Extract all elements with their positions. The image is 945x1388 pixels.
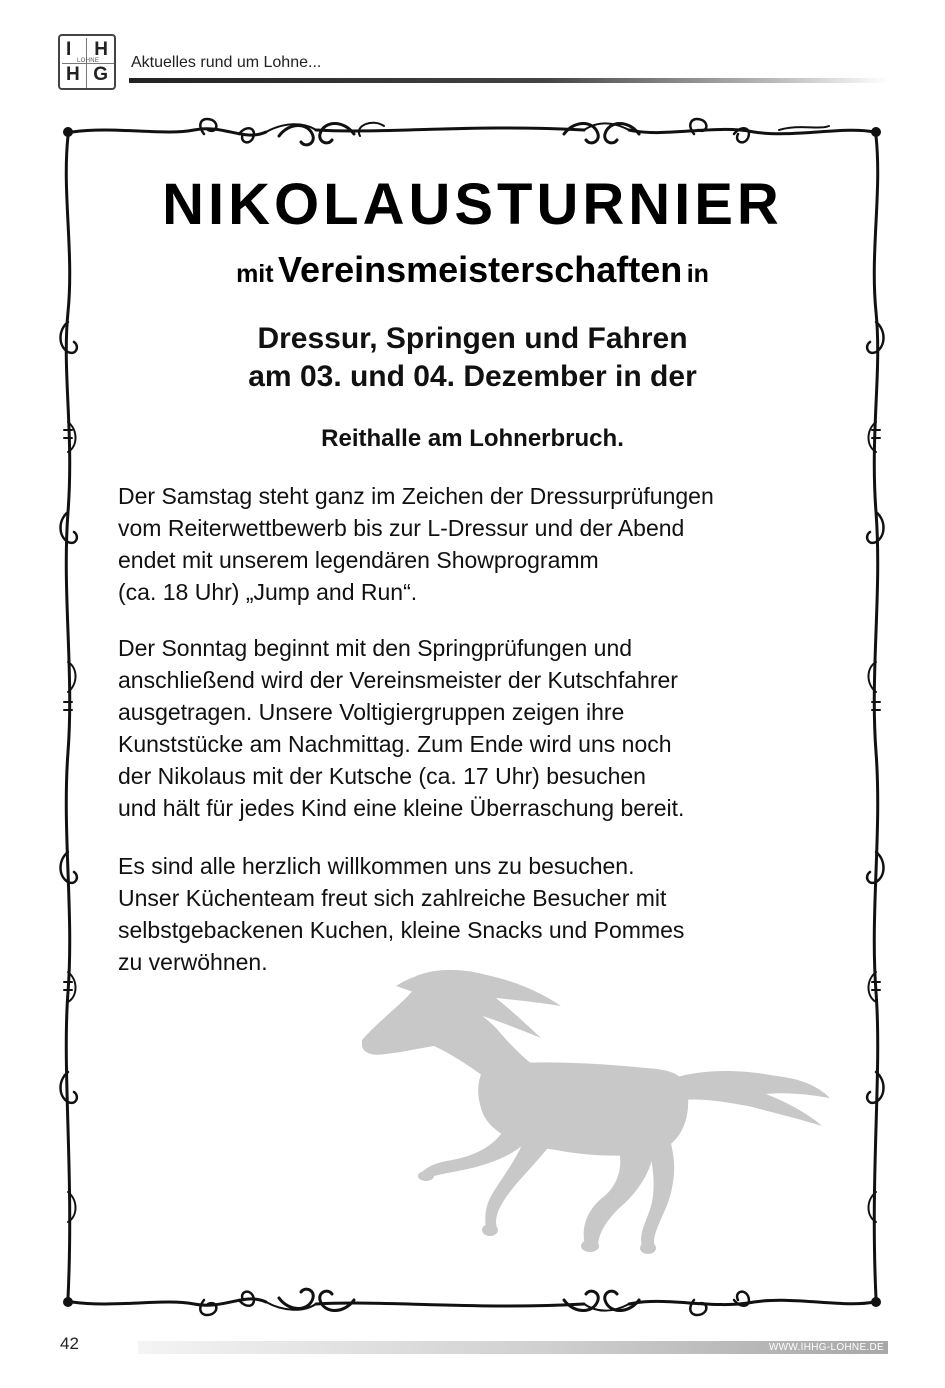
galloping-horse-icon	[356, 966, 834, 1266]
subtitle-prefix: mit	[236, 260, 274, 288]
paragraph-line: Es sind alle herzlich willkommen uns zu besuchen.	[118, 853, 635, 879]
event-location: Reithalle am Lohnerbruch.	[321, 425, 624, 452]
paragraph-line: und hält für jedes Kind eine kleine Überraschung bereit.	[118, 795, 685, 821]
paragraph-line: endet mit unserem legendären Showprogramm	[118, 547, 599, 573]
logo-small-text: LOHNE	[77, 58, 100, 64]
paragraph-line: Kunststücke am Nachmittag. Zum Ende wird uns noch	[118, 731, 672, 757]
paragraph-sunday	[118, 632, 830, 824]
paragraph-line: Der Samstag steht ganz im Zeichen der Dressurprüfungen	[118, 483, 714, 509]
article-subtitle	[110, 249, 835, 290]
header-rule	[129, 78, 889, 83]
paragraph-line: anschließend wird der Vereinsmeister der Kutschfahrer	[118, 667, 678, 693]
event-date: am 03. und 04. Dezember in der	[248, 360, 697, 393]
page-header	[58, 34, 888, 94]
paragraph-line: der Nikolaus mit der Kutsche (ca. 17 Uhr) besuchen	[118, 763, 646, 789]
logo-letter: G	[93, 64, 108, 85]
website-url[interactable]: WWW.IHHG-LOHNE.DE	[768, 1342, 884, 1353]
paragraph-line: vom Reiterwettbewerb bis zur L-Dressur und der Abend	[118, 515, 685, 541]
paragraph-invitation	[118, 850, 830, 978]
logo-letter: H	[94, 39, 108, 60]
paragraph-line: Unser Küchenteam freut sich zahlreiche Besucher mit	[118, 885, 667, 911]
event-disciplines: Dressur, Springen und Fahren	[257, 322, 688, 355]
logo-letter: H	[66, 64, 80, 85]
paragraph-saturday	[118, 480, 830, 608]
paragraph-line: ausgetragen. Unsere Voltigiergruppen zeigen ihre	[118, 699, 625, 725]
page-number: 42	[60, 1334, 79, 1353]
logo-letter: I	[66, 39, 72, 60]
paragraph-line: selbstgebackenen Kuchen, kleine Snacks und Pommes	[118, 917, 685, 943]
subtitle-suffix: in	[686, 260, 709, 288]
paragraph-line: Der Sonntag beginnt mit den Springprüfungen und	[118, 635, 633, 661]
ihhg-logo	[58, 34, 116, 90]
paragraph-line: zu verwöhnen.	[118, 949, 268, 975]
footer-bar	[138, 1341, 888, 1354]
event-details	[110, 320, 835, 396]
article-title: NIKOLAUSTURNIER	[162, 172, 783, 237]
section-title: Aktuelles rund um Lohne...	[131, 54, 322, 71]
paragraph-line: (ca. 18 Uhr) „Jump and Run“.	[118, 579, 418, 605]
subtitle-main: Vereinsmeisterschaften	[278, 249, 683, 290]
